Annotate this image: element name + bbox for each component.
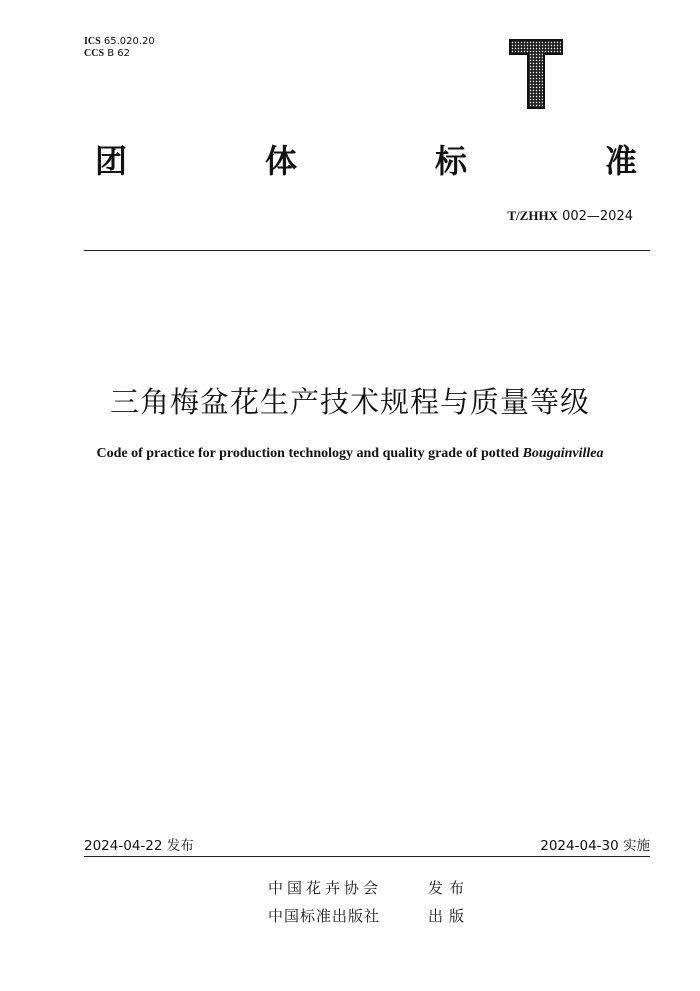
category-char-3: 标 [435,142,468,180]
ics-code: ICS 65.020.20 [84,36,155,47]
title-chinese: 三角梅盆花生产技术规程与质量等级 [109,385,590,419]
top-divider [84,250,650,251]
standard-number: T/ZHHX 002—2024 [507,208,633,224]
document-category [95,136,640,184]
publisher-org-action: 发布 [428,879,471,897]
bottom-divider [84,856,650,857]
publisher-press-action: 出版 [428,907,471,925]
category-char-2: 体 [265,142,298,180]
publisher-org: 中国花卉协会 [268,879,383,897]
category-char-1: 团 [95,142,128,180]
publisher-press: 中国标准出版社 [268,907,381,925]
standard-t-logo [508,38,564,110]
category-char-4: 准 [605,142,638,180]
issue-date: 2024-04-22 发布 [84,838,194,854]
classification-codes [84,36,155,60]
implementation-date: 2024-04-30 实施 [540,838,650,854]
ccs-code: CCS B 62 [84,48,130,59]
title-english: Code of practice for production technology and quality grade of potted Bougainvillea [96,446,604,461]
logo-letter: T [508,38,509,39]
